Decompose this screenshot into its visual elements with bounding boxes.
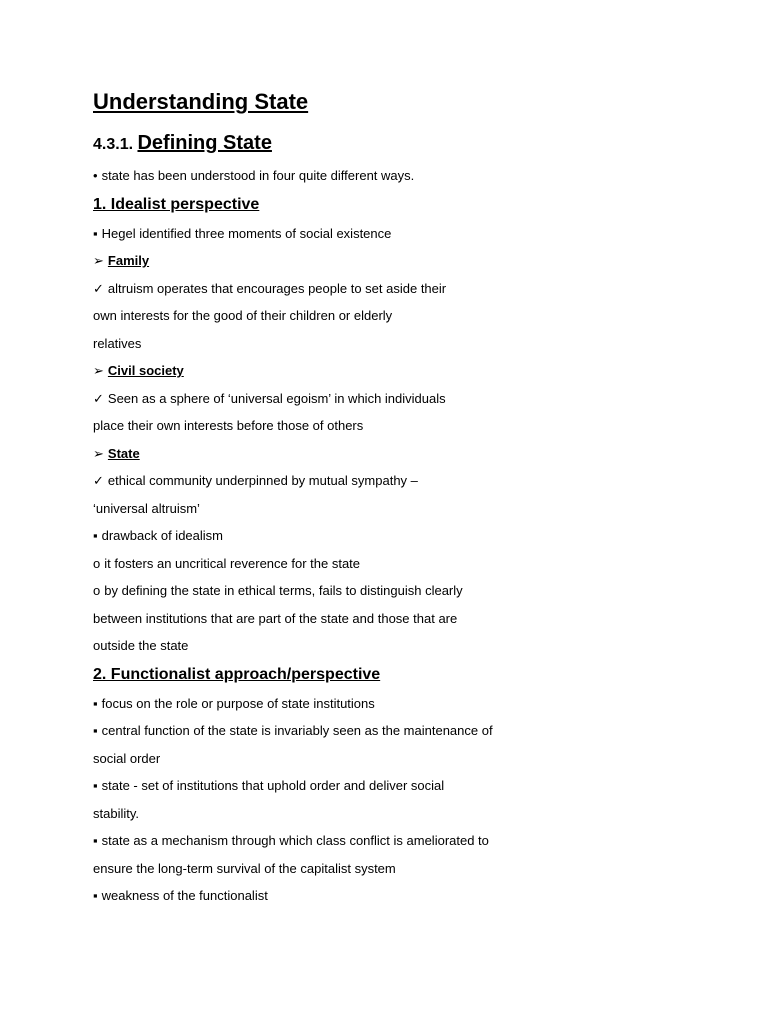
bullet-marker: ✓ <box>93 473 104 488</box>
text-line <box>93 302 713 330</box>
subsection-label: Family <box>107 253 150 268</box>
text-line <box>93 800 713 828</box>
line-text: by defining the state in ethical terms, fails to distinguish clearly <box>104 583 463 598</box>
line-text: place their own interests before those of others <box>93 418 364 433</box>
bullet-marker: ▪ <box>93 833 98 848</box>
bullet-marker: ▪ <box>93 695 98 711</box>
text-line <box>93 772 713 800</box>
line-text: own interests for the good of their children or elderly <box>93 308 393 323</box>
line-text: between institutions that are part of the state and those that are <box>93 610 458 626</box>
line-text: Hegel identified three moments of social existence <box>101 225 392 241</box>
text-line <box>93 275 713 303</box>
text-line <box>93 632 713 660</box>
text-line <box>93 855 713 883</box>
bullet-marker: ➢ <box>93 445 104 461</box>
intro-text: state has been understood in four quite different ways. <box>101 168 415 183</box>
subheading <box>93 128 713 158</box>
document-title: Understanding State <box>93 89 309 114</box>
line-text: ensure the long-term survival of the capitalist system <box>93 860 396 876</box>
text-line <box>93 467 713 495</box>
line-text: it fosters an uncritical reverence for the state <box>104 555 361 571</box>
text-line <box>93 605 713 633</box>
subheading-label: Defining State <box>137 132 272 154</box>
bullet-marker: ✓ <box>93 280 104 296</box>
text-line <box>93 220 713 248</box>
line-text: drawback of idealism <box>101 528 223 543</box>
text-line <box>93 882 713 910</box>
line-text: focus on the role or purpose of state institutions <box>101 695 375 711</box>
subsection-label: Civil society <box>107 363 184 378</box>
line-text: state as a mechanism through which class conflict is ameliorated to <box>101 833 489 848</box>
bullet-marker: ▪ <box>93 528 98 543</box>
bullet-marker: ▪ <box>93 778 98 793</box>
line-text: relatives <box>93 335 142 351</box>
line-text: ‘universal altruism’ <box>93 500 200 516</box>
text-line <box>93 550 713 578</box>
line-text: ethical community underpinned by mutual sympathy – <box>107 473 418 488</box>
subsection-label: State <box>107 445 140 461</box>
bullet-marker: • <box>93 168 98 183</box>
line-text: Seen as a sphere of ‘universal egoism’ in which individuals <box>107 390 446 406</box>
line-text: central function of the state is invariably seen as the maintenance of <box>101 723 493 738</box>
text-line <box>93 412 713 440</box>
text-line <box>93 577 713 605</box>
text-line <box>93 690 713 718</box>
idealist-section-body <box>93 220 713 660</box>
line-text: social order <box>93 750 161 766</box>
subsection-heading <box>93 247 713 275</box>
bullet-marker: ➢ <box>93 363 104 378</box>
line-text: stability. <box>93 805 139 821</box>
bullet-marker: o <box>93 555 101 571</box>
section-heading-idealist: 1. Idealist perspective <box>93 195 260 213</box>
text-line <box>93 717 713 745</box>
bullet-marker: ▪ <box>93 723 98 738</box>
subsection-heading <box>93 357 713 385</box>
text-line <box>93 827 713 855</box>
bullet-marker: ✓ <box>93 390 104 406</box>
line-text: weakness of the functionalist <box>101 888 268 903</box>
functionalist-section-body <box>93 690 713 910</box>
line-text: altruism operates that encourages people to set aside their <box>107 280 447 296</box>
intro-line <box>93 162 713 190</box>
text-line <box>93 522 713 550</box>
line-text: state - set of institutions that uphold order and deliver social <box>101 778 445 793</box>
bullet-marker: ➢ <box>93 253 104 268</box>
text-line <box>93 385 713 413</box>
text-line <box>93 330 713 358</box>
bullet-marker: ▪ <box>93 225 98 241</box>
section-heading-functionalist: 2. Functionalist approach/perspective <box>93 665 381 683</box>
line-text: outside the state <box>93 638 189 653</box>
subheading-number: 4.3.1. <box>93 136 134 153</box>
bullet-marker: o <box>93 583 101 598</box>
text-line <box>93 745 713 773</box>
bullet-marker: ▪ <box>93 888 98 903</box>
text-line <box>93 495 713 523</box>
subsection-heading <box>93 440 713 468</box>
document-page <box>93 86 713 910</box>
